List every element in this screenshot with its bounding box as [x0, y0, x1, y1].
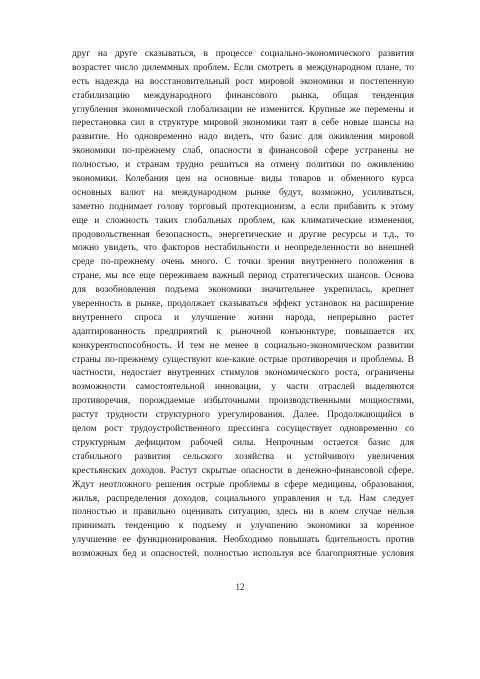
page-number: 12 — [235, 582, 245, 592]
text-line: растут трудности структурного урегулирования. Далее. Продолжающийся в — [72, 410, 414, 421]
text-line: адаптированность предприятий к рыночной конъюнктуре, повышается их — [72, 326, 414, 337]
text-line: стабилизацию международного финансового рынка, общая тенденция — [72, 90, 414, 101]
text-line: страны по-прежнему существуют кое-какие острые противоречия и проблемы. В — [72, 354, 414, 365]
text-line: экономики по-прежнему слаб, опасности в финансовой сфере устранены не — [72, 146, 414, 157]
text-line: улучшение ее функционирования. Необходимо повышать бдительность против — [72, 535, 414, 546]
text-line: возрастет число дилеммных проблем. Если смотреть в международном плане, то — [72, 62, 414, 73]
text-line: заметно поднимает голову торговый протекционизм, а если прибавить к этому — [72, 201, 414, 212]
text-line: внутреннего спроса и улучшение жизни народа, непрерывно растет — [72, 312, 414, 323]
text-line: структурным дефицитом рабочей силы. Непрочным остается базис для — [72, 437, 414, 448]
text-line: продовольственная безопасность, энергетические и другие ресурсы и т.д., то — [72, 229, 414, 240]
text-line: частности, недостает внутренних стимулов экономического роста, ограничены — [72, 368, 414, 379]
text-line: основных валют на международном рынке будут, возможно, усиливаться, — [72, 187, 414, 198]
text-line: стране, мы все еще переживаем важный период стратегических шансов. Основа — [72, 271, 414, 282]
text-line: друг на друге сказываться, в процессе социально-экономического развития — [72, 49, 414, 59]
text-line: среде по-прежнему очень много. С точки зрения внутреннего положения в — [72, 257, 414, 268]
text-line: стабильного развития сельского хозяйства и устойчивого увеличения — [72, 451, 414, 462]
text-line: возможных бед и опасностей, полностью используя все благоприятные условия — [72, 549, 414, 560]
text-line: полностью и правильно оценивать ситуацию, здесь ни в коем случае нельзя — [72, 507, 414, 518]
text-line: можно увидеть, что факторов нестабильности и неопределенности во внешней — [72, 243, 414, 254]
text-line: целом рост трудоустройственного прессинга сосуществует одновременно со — [72, 424, 414, 435]
text-line: для возобновления подъема экономики значительнее укрепилась, крепнет — [72, 285, 414, 296]
text-line: перестановка сил в структуре мировой экономики таят в себе новые шансы на — [72, 118, 414, 129]
body-text — [72, 48, 414, 562]
text-line: еще и сложность таких глобальных проблем, как климатические изменения, — [72, 215, 414, 226]
text-line: углубления экономической глобализации не изменится. Крупные же перемены и — [72, 104, 414, 115]
text-line: противоречия, порождаемые избыточными производственными мощностями, — [72, 396, 414, 407]
text-line: экономики. Колебания цен на основные виды товаров и обменного курса — [72, 174, 414, 185]
text-line: полностью, и странам трудно решиться на отмену политики по оживлению — [72, 160, 414, 171]
text-line: крестьянских доходов. Растут скрытые опасности в денежно-финансовой сфере. — [72, 465, 414, 476]
text-line: есть надежда на восстановительный рост мировой экономики и постепенную — [72, 76, 414, 87]
text-line: возможности самостоятельной инновации, у части отраслей выделяются — [72, 382, 414, 393]
text-line: конкурентоспособность. И тем не менее в социально-экономическом развитии — [72, 340, 414, 351]
text-line: Ждут неотложного решения острые проблемы в сфере медицины, образования, — [72, 479, 414, 490]
text-line: принимать тенденцию к подъему и улучшению экономики за коренное — [72, 521, 414, 532]
text-line: уверенность в рынке, продолжает сказываться эффект установок на расширение — [72, 299, 414, 310]
text-line: развитие. Но одновременно надо видеть, что базис для оживления мировой — [72, 132, 414, 143]
text-line: жилья, распределения доходов, социального управления и т.д. Нам следует — [72, 493, 414, 504]
